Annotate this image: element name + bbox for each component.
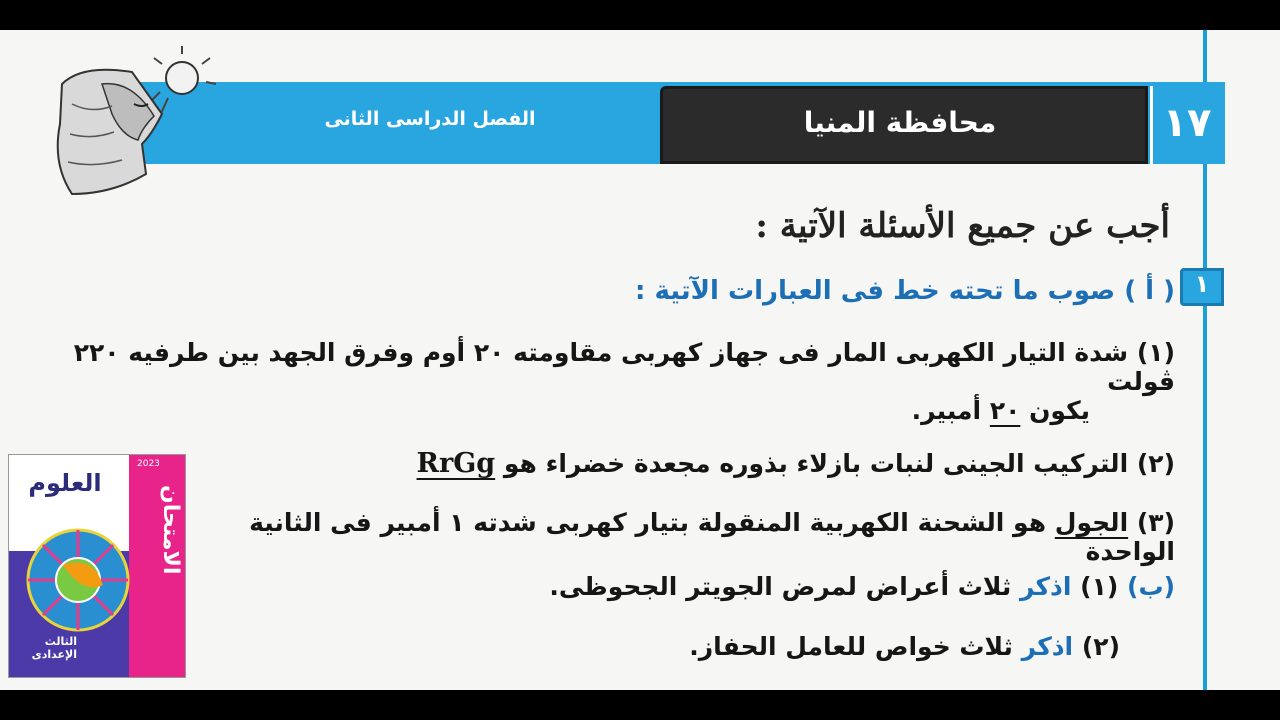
- governorate-title: محافظة المنيا: [803, 106, 997, 139]
- item-a2-number: (٢): [1136, 449, 1175, 478]
- book-year: 2023: [137, 459, 160, 469]
- item-b2-verb: اذكر: [1021, 632, 1074, 661]
- item-a2-text: التركيب الجينى لنبات بازلاء بذوره مجعدة خضراء هو: [503, 449, 1129, 478]
- letterbox-top: [0, 0, 1280, 30]
- part-a-heading: [560, 276, 1175, 306]
- item-a1-text: شدة التيار الكهربى المار فى جهاز كهربى مقاومته ٢٠ أوم وفرق الجهد بين طرفيه ٢٢٠ ڤولت: [73, 338, 1175, 396]
- item-b2: [560, 632, 1120, 661]
- instructions-heading: أجب عن جميع الأسئلة الآتية :: [755, 206, 1170, 246]
- item-a1-line2: [700, 396, 1090, 425]
- book-grade: الثالث الإعدادى: [31, 635, 77, 661]
- part-a-prompt: صوب ما تحته خط فى العبارات الآتية :: [635, 276, 1116, 306]
- question-number: ١: [1194, 270, 1210, 298]
- part-a-label: ( أ ): [1124, 276, 1175, 306]
- stained-glass-art-icon: [23, 525, 133, 635]
- item-b1: [500, 572, 1175, 601]
- item-a3: [186, 508, 1175, 566]
- item-b1-text: ثلاث أعراض لمرض الجويتر الجحوظى.: [549, 572, 1012, 601]
- item-a1-line1: [60, 338, 1175, 396]
- book-brand: الامتحان: [158, 485, 183, 575]
- item-a2: [300, 448, 1175, 479]
- item-b2-number: (٢): [1081, 632, 1120, 661]
- item-a1-underlined: ٢٠: [989, 396, 1021, 425]
- item-a1-text-post: أمبير.: [911, 396, 982, 425]
- book-title: العلوم: [28, 469, 102, 497]
- exam-number: ١٧: [1162, 100, 1212, 146]
- item-b2-text: ثلاث خواص للعامل الحفاز.: [689, 632, 1013, 661]
- book-cover-image: [8, 454, 186, 678]
- item-a1-text-pre: يكون: [1029, 396, 1090, 425]
- item-a1-number: (١): [1136, 338, 1175, 367]
- part-b-label: (ب): [1127, 572, 1175, 601]
- pharaoh-head-icon: [42, 44, 232, 204]
- item-b1-verb: اذكر: [1019, 572, 1072, 601]
- semester-label: الفصل الدراسى الثانى: [324, 108, 536, 130]
- item-a2-underlined: RrGg: [416, 448, 496, 479]
- item-b1-number: (١): [1080, 572, 1119, 601]
- item-a3-underlined: الجول: [1054, 508, 1129, 537]
- item-a3-text: هو الشحنة الكهربية المنقولة بتيار كهربى شدته ١ أمبير فى الثانية الواحدة: [249, 508, 1175, 566]
- item-a3-number: (٣): [1136, 508, 1175, 537]
- letterbox-bottom: [0, 690, 1280, 720]
